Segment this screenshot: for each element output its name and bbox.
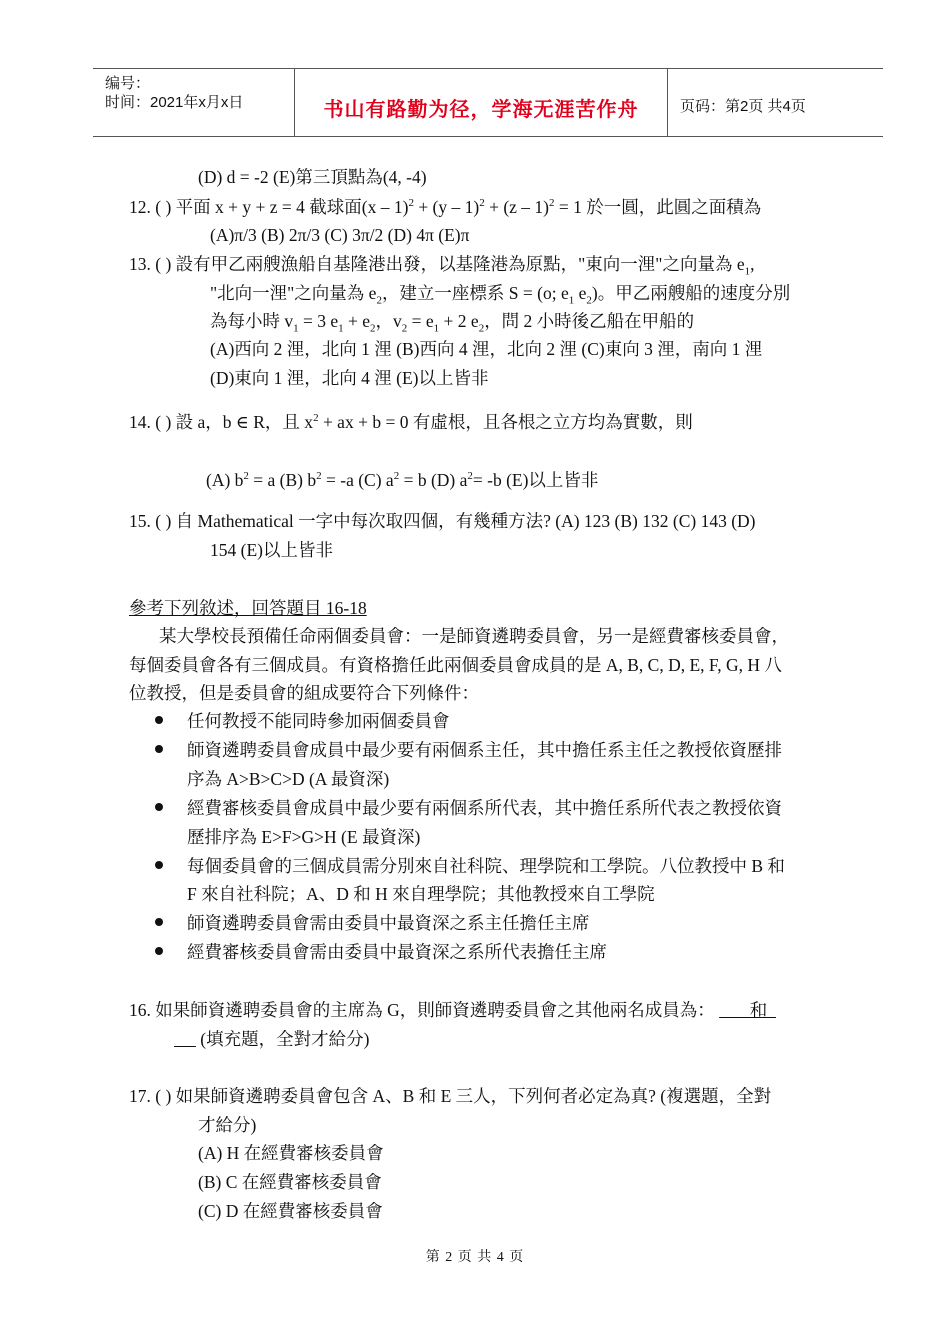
time-label: 时间：2021年x月x日 xyxy=(105,94,244,111)
passage-heading: 參考下列敘述，回答題目 16-18 xyxy=(129,598,367,618)
bullet-dot xyxy=(155,918,163,926)
bullet-dot xyxy=(155,947,163,955)
q13-line1: 13. ( ) 設有甲乙兩艘漁船自基隆港出發，以基隆港為原點，"東向一浬"之向量為 $e_1$, xyxy=(129,254,755,278)
q17-line1: 17. ( ) 如果師資遴聘委員會包含 A、B 和 E 三人，下列何者必定為真? (複選題，全對 xyxy=(129,1086,772,1106)
q17-option-b: (B) C 在經費審核委員會 xyxy=(198,1172,382,1192)
passage-line-1: 某大學校長預備任命兩個委員會：一是師資遴聘委員會，另一是經費審核委員會， xyxy=(159,626,789,646)
q11-tail: (D) d = -2 (E)第三頂點為(4, -4) xyxy=(198,167,427,187)
q16-line1: 16. 如果師資遴聘委員會的主席為 G，則師資遴聘委員會之其他兩名成員為： 和 xyxy=(129,1000,777,1020)
q17-option-c: (C) D 在經費審核委員會 xyxy=(198,1201,383,1221)
bullet-dot xyxy=(155,803,163,811)
q13-options-2: (D)東向 1 浬，北向 4 浬 (E)以上皆非 xyxy=(210,368,489,388)
bullet-dot xyxy=(155,716,163,724)
passage-line-2: 每個委員會各有三個成員。有資格擔任此兩個委員會成員的是 A, B, C, D, E, F, G, H 八 xyxy=(129,655,782,675)
answer-blank-1[interactable]: 和 xyxy=(719,1000,777,1020)
condition-1: 任何教授不能同時參加兩個委員會 xyxy=(187,711,450,731)
q13-line3: 為每小時 $v_1 = 3$ $e_1 + e_2$，$v_2 = e_1 + 2$ $e_2$，問 2 小時後乙船在甲船的 xyxy=(210,311,695,335)
page-label: 页码：第2页 共4页 xyxy=(680,98,806,115)
q13-line2: "北向一浬"之向量為 $e_2$，建立一座標系 S = (o; $e_1$ $e_2$)。甲乙兩艘船的速度分別 xyxy=(210,283,791,307)
condition-2b: 序為 A>B>C>D (A 最資深) xyxy=(187,769,390,789)
condition-2a: 師資遴聘委員會成員中最少要有兩個系主任，其中擔任系主任之教授依資歷排 xyxy=(187,740,782,760)
code-label: 编号： xyxy=(105,75,151,92)
condition-4a: 每個委員會的三個成員需分別來自社科院、理學院和工學院。八位教授中 B 和 xyxy=(187,856,785,876)
q12-options: (A)π/3 (B) 2π/3 (C) 3π/2 (D) 4π (E)π xyxy=(210,225,470,245)
condition-5: 師資遴聘委員會需由委員中最資深之系主任擔任主席 xyxy=(187,913,590,933)
q14-options: (A) $b^2 = a$ (B) $b^2 = -a$ (C) $a^2 = b$ (D) $a^2= -b$ (E)以上皆非 xyxy=(206,470,599,490)
condition-4b: F 來自社科院；A、D 和 H 來自理學院；其他教授來自工學院 xyxy=(187,884,655,904)
page-footer: 第 2 页 共 4 页 xyxy=(425,1250,525,1265)
bullet-dot xyxy=(155,745,163,753)
q14-stem: 14. ( ) 設 a，b ∈ R，且 $x^2$ + ax + b = 0 有虛根，且各根之立方均為實數，則 xyxy=(129,412,693,432)
motto: 书山有路勤为径，学海无涯苦作舟 xyxy=(323,97,639,121)
bullet-dot xyxy=(155,861,163,869)
q17-option-a: (A) H 在經費審核委員會 xyxy=(198,1143,384,1163)
condition-3b: 歷排序為 E>F>G>H (E 最資深) xyxy=(187,827,421,847)
q13-options-1: (A)西向 2 浬，北向 1 浬 (B)西向 4 浬，北向 2 浬 (C)東向 3 浬，南向 1 浬 xyxy=(210,339,763,359)
passage-line-3: 位教授，但是委員會的組成要符合下列條件： xyxy=(129,683,479,703)
condition-6: 經費審核委員會需由委員中最資深之系所代表擔任主席 xyxy=(187,942,607,962)
condition-3a: 經費審核委員會成員中最少要有兩個系所代表，其中擔任系所代表之教授依資 xyxy=(187,798,782,818)
q16-line2: (填充題，全對才給分) xyxy=(174,1027,369,1051)
q15-line1: 15. ( ) 自 Mathematical 一字中每次取四個，有幾種方法? (A) 123 (B) 132 (C) 143 (D) xyxy=(129,511,756,531)
answer-blank-2[interactable] xyxy=(174,1029,196,1049)
q15-line2: 154 (E)以上皆非 xyxy=(210,540,333,560)
q17-line2: 才給分) xyxy=(198,1115,257,1135)
q12-stem: 12. ( ) 平面 x + y + z = 4 截球面(x – 1)$^2$ + (y – 1)$^2$ + (z – 1)$^2$ = 1 於一圓，此圓之面積為 xyxy=(129,197,762,217)
